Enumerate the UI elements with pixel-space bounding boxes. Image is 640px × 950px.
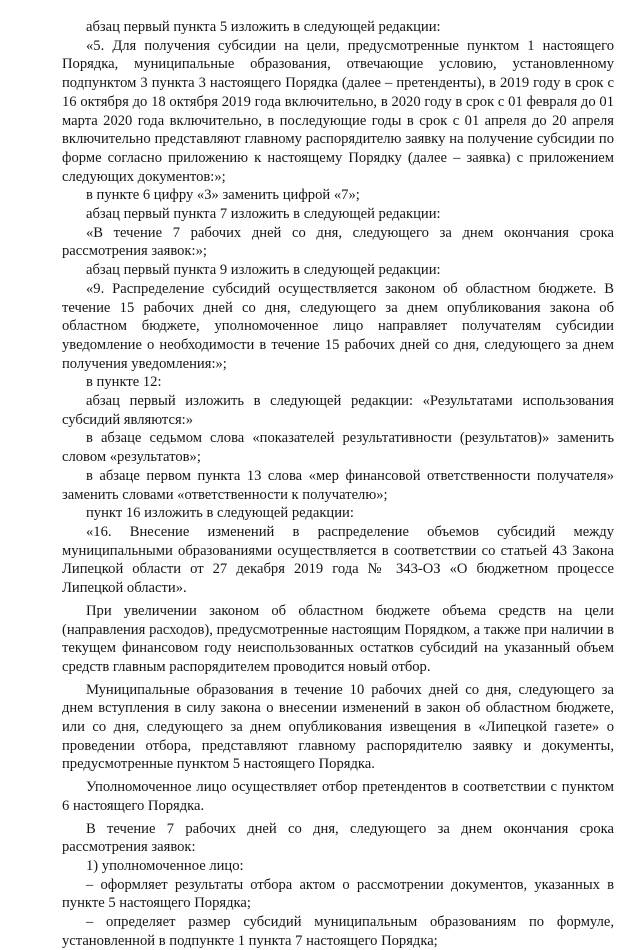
paragraph: «16. Внесение изменений в распределение объемов субсидий между муниципальными образованиями осуществляется в соответствии со статьей 43 Закона Липецкой области от 27 декабря 2019 года № 343-ОЗ «О бюджетном процессе Липецкой области». xyxy=(62,523,614,597)
paragraph: в абзаце седьмом слова «показателей результативности (результатов)» заменить словом «результатов»; xyxy=(62,430,614,466)
paragraph: 1) уполномоченное лицо: xyxy=(86,857,244,874)
paragraph: В течение 7 рабочих дней со дня, следующего за днем окончания срока рассмотрения заявок: xyxy=(62,820,614,856)
paragraph: в абзаце первом пункта 13 слова «мер финансовой ответственности получателя» заменить словами «ответственности к получателю»; xyxy=(62,467,614,503)
paragraph: в пункте 12: xyxy=(86,374,162,391)
paragraph: «5. Для получения субсидии на цели, предусмотренные пунктом 1 настоящего Порядка, муниципальные образования, отвечающие условию, установленному подпунктом 3 пункта 3 настоящего Порядка (далее – претенденты), в 2019 году в срок с 16 октября до 18 октября 2019 года включительно, в 2020 году в срок с 01 февраля до 01 марта 2020 года включительно, в последующие годы в срок с 01 апреля до 20 апреля включительно представляют главному распорядителю заявку на получение субсидии по форме согласно приложению к настоящему Порядку (далее – заявка) с приложением следующих документов:»; xyxy=(62,37,614,185)
paragraph: При увеличении законом об областном бюджете объема средств на цели (направления расходов), предусмотренные настоящим Порядком, а также при наличии в текущем финансовом году неиспользованных остатков субсидий на указанный объем средств главным распорядителем проводится новый отбор. xyxy=(62,602,614,675)
paragraph: абзац первый пункта 5 изложить в следующей редакции: xyxy=(86,19,441,35)
paragraph: – определяет размер субсидий муниципальным образованиям по формуле, установленной в подпункте 1 пункта 7 настоящего Порядка; xyxy=(62,914,614,949)
paragraph: в пункте 6 цифру «3» заменить цифрой «7»; xyxy=(86,187,360,204)
paragraph: Муниципальные образования в течение 10 рабочих дней со дня, следующего за днем вступления в силу закона о внесении изменений в закон об областном бюджете, или со дня, следующего за днем опубликования извещения в «Липецкой газете» о проведении отбора, представляют главному распорядителю заявку и документы, предусмотренные пунктом 5 настоящего Порядка. xyxy=(62,681,614,773)
paragraph: Уполномоченное лицо осуществляет отбор претендентов в соответствии с пунктом 6 настоящего Порядка. xyxy=(62,779,614,814)
paragraph: – оформляет результаты отбора актом о рассмотрении документов, указанных в пункте 5 настоящего Порядка; xyxy=(62,876,614,912)
paragraph: «9. Распределение субсидий осуществляется законом об областном бюджете. В течение 15 рабочих дней со дня, следующего за днем опубликования закона об областном бюджете, уполномоченное лицо направляет получателям субсидии уведомление о необходимости в течение 15 рабочих дней со дня, следующего за днем получения уведомления:»; xyxy=(62,280,614,372)
paragraph: «В течение 7 рабочих дней со дня, следующего за днем окончания срока рассмотрения заявок:»; xyxy=(62,224,614,260)
document-page xyxy=(62,18,614,950)
paragraph: абзац первый пункта 9 изложить в следующей редакции: xyxy=(86,262,441,279)
paragraph: абзац первый изложить в следующей редакции: «Результатами использования субсидий являются:» xyxy=(62,393,614,428)
paragraph: пункт 16 изложить в следующей редакции: xyxy=(86,505,354,522)
paragraph: абзац первый пункта 7 изложить в следующей редакции: xyxy=(86,206,441,223)
